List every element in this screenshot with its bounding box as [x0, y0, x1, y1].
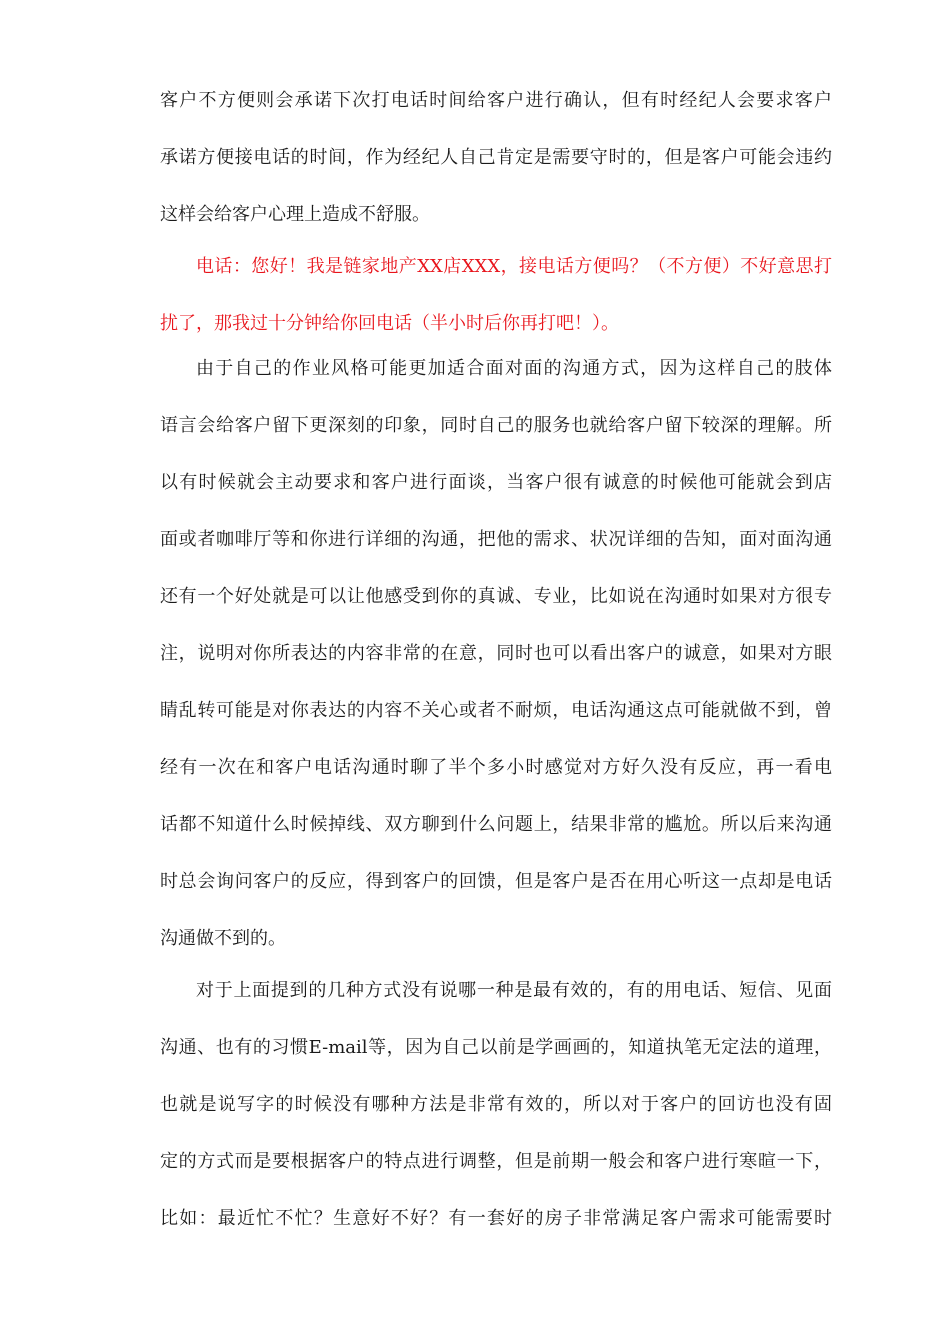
paragraph-3-line-11: 沟通做不到的。: [160, 928, 286, 949]
paragraph-4-line-5: 比如：最近忙不忙？生意好不好？有一套好的房子非常满足客户需求可能需要时: [160, 1208, 832, 1229]
paragraph-1-line-1: 客户不方便则会承诺下次打电话时间给客户进行确认，但有时经纪人会要求客户: [160, 90, 832, 111]
phone-script-line-2: 扰了，那我过十分钟给你回电话（半小时后你再打吧！）。: [160, 313, 619, 334]
paragraph-3-line-4: 面或者咖啡厅等和你进行详细的沟通，把他的需求、状况详细的告知，面对面沟通: [160, 529, 832, 550]
paragraph-3-line-6: 注，说明对你所表达的内容非常的在意，同时也可以看出客户的诚意，如果对方眼: [160, 643, 832, 664]
paragraph-3-line-3: 以有时候就会主动要求和客户进行面谈，当客户很有诚意的时候他可能就会到店: [160, 472, 832, 493]
paragraph-3-line-5: 还有一个好处就是可以让他感受到你的真诚、专业，比如说在沟通时如果对方很专: [160, 586, 832, 607]
phone-script-line-1: 电话：您好！我是链家地产XX店XXX，接电话方便吗？（不方便）不好意思打: [196, 256, 832, 277]
paragraph-4-line-3: 也就是说写字的时候没有哪种方法是非常有效的，所以对于客户的回访也没有固: [160, 1094, 832, 1115]
paragraph-3-line-9: 话都不知道什么时候掉线、双方聊到什么问题上，结果非常的尴尬。所以后来沟通: [160, 814, 832, 835]
paragraph-1-line-3: 这样会给客户心理上造成不舒服。: [160, 204, 430, 225]
paragraph-3-line-7: 睛乱转可能是对你表达的内容不关心或者不耐烦，电话沟通这点可能就做不到，曾: [160, 700, 832, 721]
paragraph-4-line-2: 沟通、也有的习惯E-mail等，因为自己以前是学画画的，知道执笔无定法的道理，: [160, 1037, 832, 1058]
paragraph-3-line-1: 由于自己的作业风格可能更加适合面对面的沟通方式，因为这样自己的肢体: [196, 358, 832, 379]
paragraph-3-line-2: 语言会给客户留下更深刻的印象，同时自己的服务也就给客户留下较深的理解。所: [160, 415, 832, 436]
paragraph-4-line-4: 定的方式而是要根据客户的特点进行调整，但是前期一般会和客户进行寒暄一下，: [160, 1151, 832, 1172]
paragraph-4-line-1: 对于上面提到的几种方式没有说哪一种是最有效的，有的用电话、短信、见面: [196, 980, 832, 1001]
paragraph-1-line-2: 承诺方便接电话的时间，作为经纪人自己肯定是需要守时的，但是客户可能会违约: [160, 147, 832, 168]
paragraph-3-line-8: 经有一次在和客户电话沟通时聊了半个多小时感觉对方好久没有反应，再一看电: [160, 757, 832, 778]
paragraph-3-line-10: 时总会询问客户的反应，得到客户的回馈，但是客户是否在用心听这一点却是电话: [160, 871, 832, 892]
